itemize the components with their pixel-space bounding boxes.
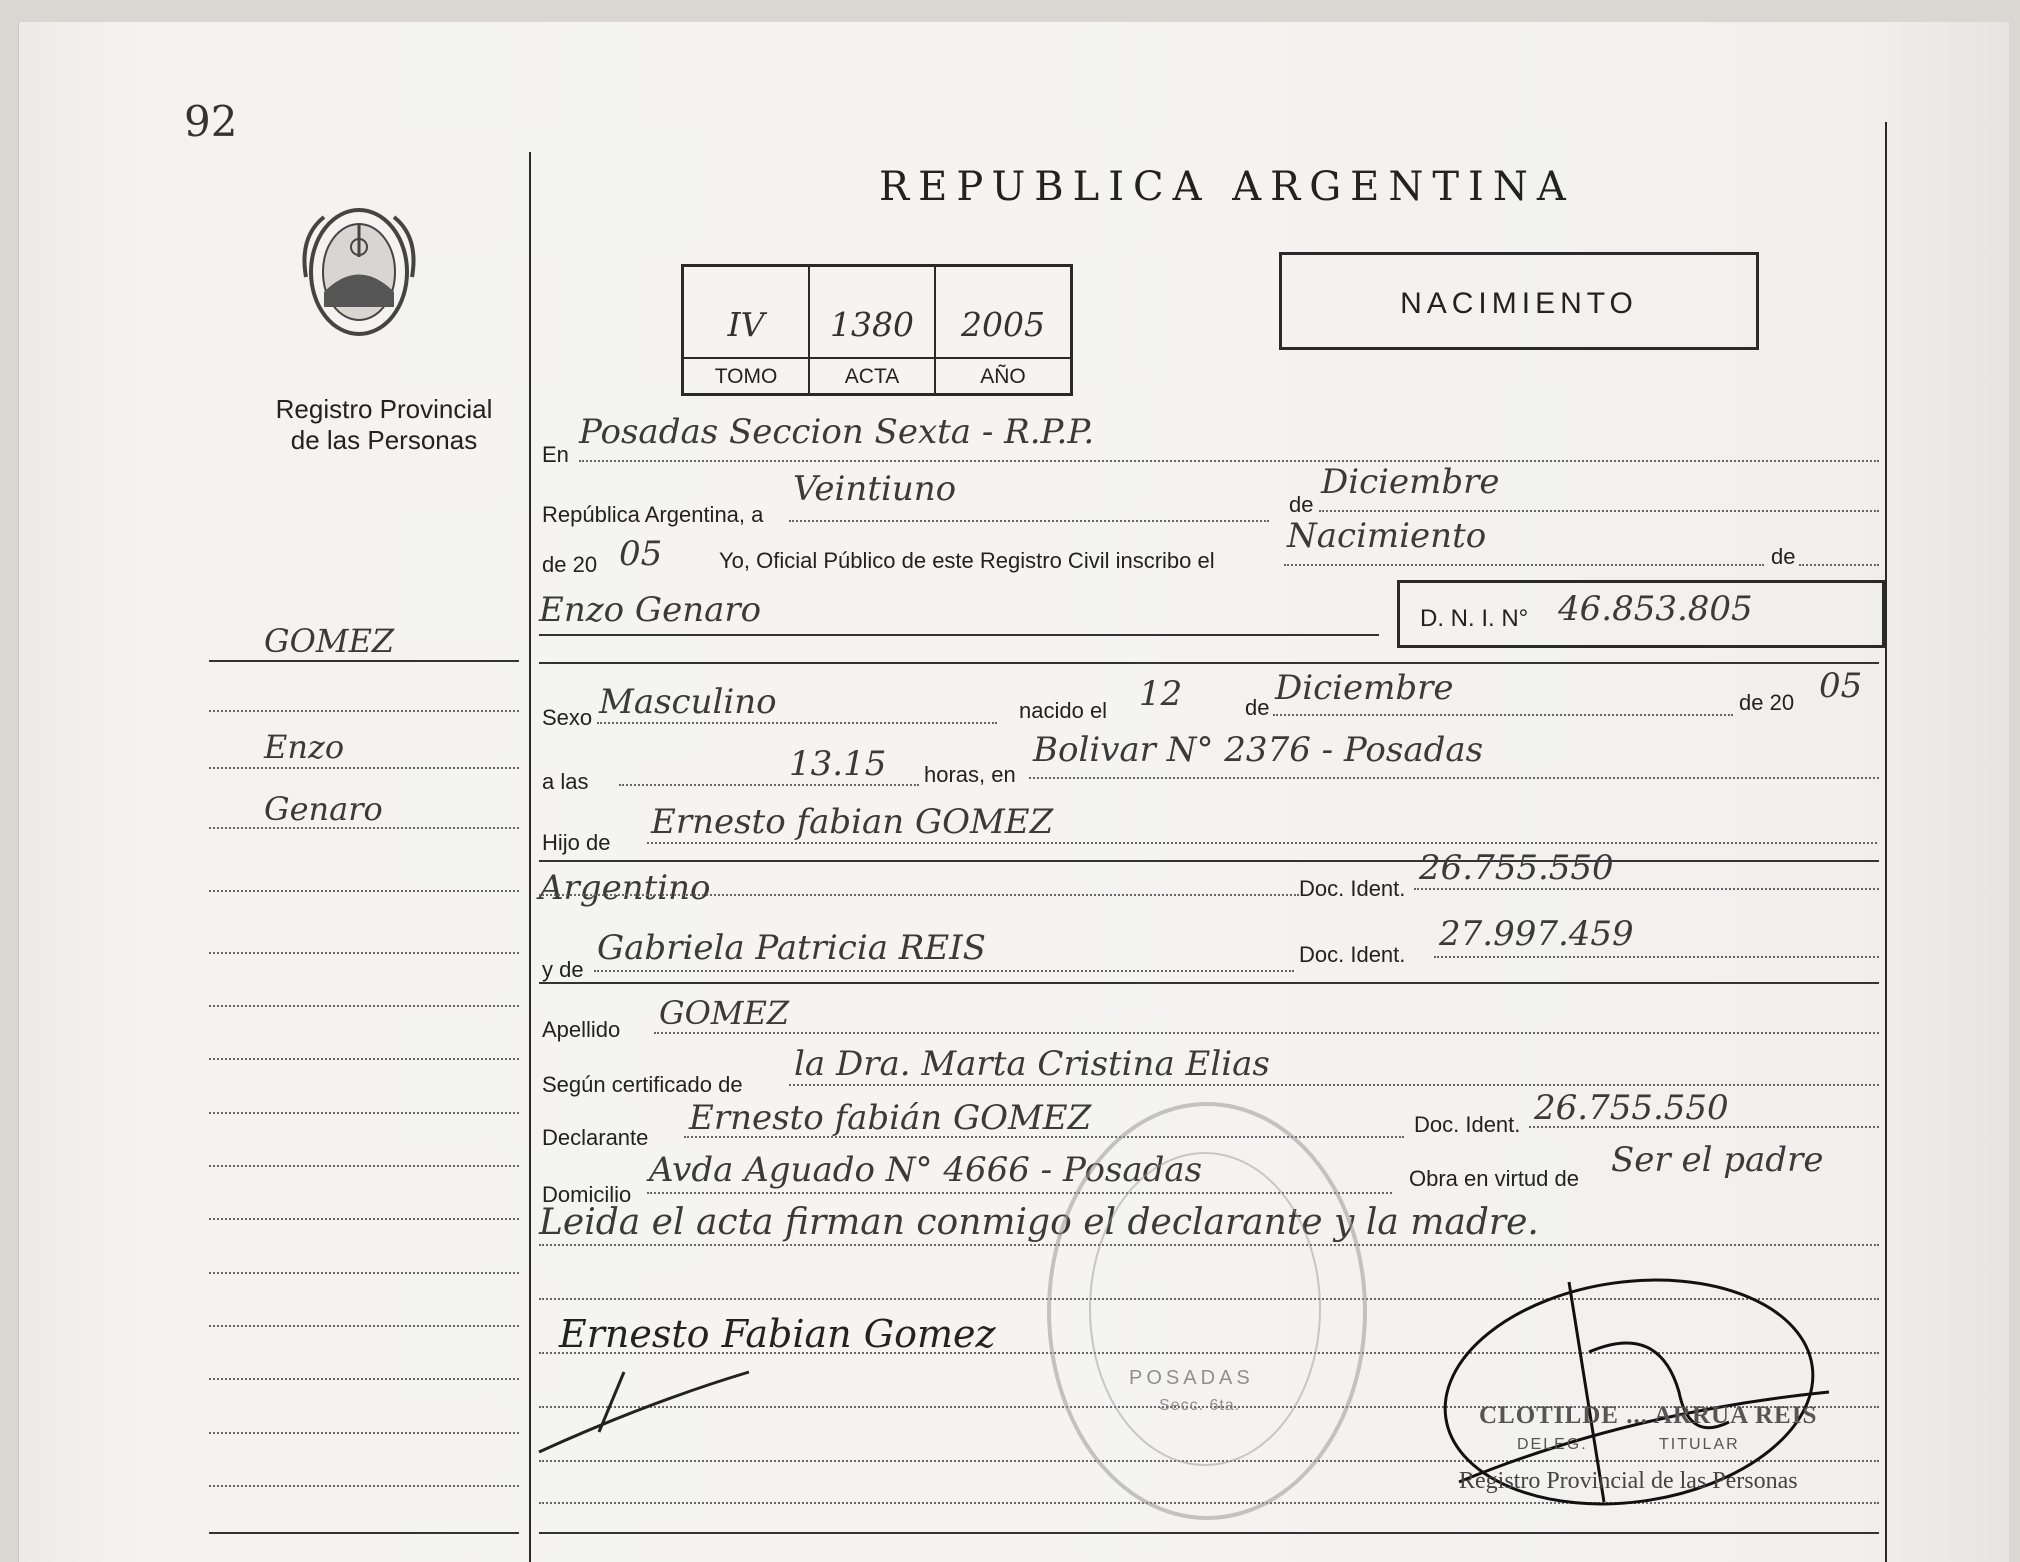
margin-line [209, 827, 519, 829]
sexo-label: Sexo [542, 705, 593, 730]
acta-cell [810, 267, 936, 393]
official-registry: Registro Provincial de las Personas [1459, 1468, 1798, 1494]
margin-surname: GOMEZ [264, 622, 395, 660]
margin-line [209, 1378, 519, 1380]
tomo-cell [684, 267, 810, 393]
obra-virtud: Ser el padre [1611, 1140, 1824, 1180]
alas-label: a las [542, 769, 589, 794]
dni-box [1397, 580, 1885, 648]
form-rule [539, 662, 1879, 664]
margin-line [209, 1058, 519, 1060]
declarante-signature [529, 1292, 1049, 1472]
margin-bottom-rule [209, 1532, 519, 1534]
tomo-label: TOMO [714, 365, 778, 388]
nombre-inscripto: Enzo Genaro [539, 590, 762, 630]
form-rule [539, 860, 1879, 862]
en-label: En [542, 442, 569, 467]
margin-line [209, 1325, 519, 1327]
form-line [789, 520, 1269, 522]
margin-line [209, 1432, 519, 1434]
de20-label: de 20 [542, 552, 598, 577]
margin-line [209, 1005, 519, 1007]
form-line [1273, 714, 1733, 716]
margin-name1: Enzo [264, 728, 345, 766]
form-line [1529, 1126, 1879, 1128]
horas-label: horas, en [924, 762, 1016, 787]
madre-doc: 27.997.459 [1439, 914, 1634, 954]
domicilio-label: Domicilio [542, 1182, 632, 1207]
nac-de-label: de [1245, 695, 1270, 720]
segun-label: Según certificado de [542, 1072, 743, 1097]
certificado-medico: la Dra. Marta Cristina Elias [794, 1044, 1270, 1084]
margin-line [209, 710, 519, 712]
form-line [789, 1084, 1879, 1086]
republica-label: República Argentina, a [542, 502, 764, 527]
declarante-nombre: Ernesto fabián GOMEZ [689, 1098, 1092, 1138]
form-rule [539, 982, 1879, 984]
ano-value: 2005 [961, 305, 1045, 344]
form-rule [539, 634, 1379, 636]
domicilio-value: Avda Aguado N° 4666 - Posadas [649, 1150, 1203, 1190]
margin-line [209, 1272, 519, 1274]
form-line [1799, 564, 1879, 566]
hijo-label: Hijo de [542, 830, 611, 855]
de2-label: de [1771, 544, 1796, 569]
lugar-inscripcion: Posadas Seccion Sexta - R.P.P. [579, 412, 1095, 452]
table-divider [684, 357, 1070, 359]
oficial-label: Yo, Oficial Público de este Registro Civil inscribo el [719, 548, 1215, 573]
madre-doc-label: Doc. Ident. [1299, 942, 1406, 967]
de-label: de [1289, 492, 1314, 517]
margin-line [209, 1218, 519, 1220]
stamp-subtext: Secc. 6ta. [1159, 1397, 1241, 1414]
ano-cell [936, 267, 1070, 393]
form-line [594, 970, 1294, 972]
birth-certificate-page [18, 22, 2009, 1562]
lugar-nacimiento: Bolivar N° 2376 - Posadas [1033, 730, 1484, 770]
registry-name [249, 394, 519, 456]
acta-value: 1380 [830, 305, 914, 344]
form-line [1414, 888, 1879, 890]
margin-line [209, 952, 519, 954]
form-line [647, 842, 1877, 844]
official-role1: DELEG. [1517, 1436, 1588, 1453]
margin-surname-rule [209, 660, 519, 662]
obra-label: Obra en virtud de [1409, 1166, 1579, 1191]
record-type-box [1279, 252, 1759, 350]
nac-ano: 05 [1819, 666, 1863, 706]
form-line [1284, 564, 1764, 566]
apellido-label: Apellido [542, 1017, 621, 1042]
margin-line [209, 1485, 519, 1487]
margin-line [209, 890, 519, 892]
form-line [1434, 956, 1879, 958]
declarante-doc-label: Doc. Ident. [1414, 1112, 1521, 1137]
form-line [654, 1032, 1879, 1034]
registry-line2: de las Personas [290, 425, 478, 455]
dia-texto: Veintiuno [793, 469, 957, 509]
declarante-doc: 26.755.550 [1534, 1088, 1729, 1128]
mes-inscripcion: Diciembre [1321, 462, 1500, 502]
apellido-value: GOMEZ [659, 994, 790, 1032]
padre-nombre: Ernesto fabian GOMEZ [651, 802, 1054, 842]
hora-value: 13.15 [789, 744, 887, 784]
nacido-label: nacido el [1019, 698, 1108, 723]
dni-label: D. N. I. N° [1420, 605, 1529, 632]
padre-doc: 26.755.550 [1419, 848, 1614, 888]
ano-corto: 05 [619, 534, 663, 574]
padre-nacionalidad: Argentino [539, 868, 711, 908]
madre-nombre: Gabriela Patricia REIS [597, 928, 986, 968]
stamp-text: POSADAS [1129, 1367, 1254, 1389]
form-line [597, 722, 997, 724]
registry-line1: Registro Provincial [275, 394, 493, 424]
right-border-rule [1885, 122, 1887, 1562]
acta-label: ACTA [844, 365, 900, 388]
form-line [539, 894, 1299, 896]
misiones-emblem-icon [294, 197, 424, 347]
declarante-label: Declarante [542, 1125, 649, 1150]
margin-line [209, 1165, 519, 1167]
nac-de20-label: de 20 [1739, 690, 1795, 715]
official-stamp-inner [1089, 1152, 1321, 1466]
form-line [1319, 510, 1879, 512]
declarante-signature-text: Ernesto Fabian Gomez [559, 1312, 996, 1356]
inscripcion-tipo: Nacimiento [1287, 516, 1487, 556]
form-bottom-rule [539, 1532, 1879, 1534]
page-number: 92 [184, 97, 238, 146]
record-type: NACIMIENTO [1400, 287, 1638, 320]
leida-nota: Leida el acta firman conmigo el declarante y la madre. [539, 1202, 1539, 1243]
ano-label: AÑO [980, 365, 1026, 388]
yde-label: y de [542, 957, 584, 982]
page-title: REPUBLICA ARGENTINA [879, 164, 1575, 210]
tomo-value: IV [727, 305, 765, 344]
record-number-table [681, 264, 1073, 396]
sexo-value: Masculino [599, 682, 777, 722]
nac-dia: 12 [1139, 674, 1183, 714]
margin-line [209, 1112, 519, 1114]
margin-name2: Genaro [264, 790, 383, 828]
official-name: CLOTILDE ... ARRUA REIS [1479, 1402, 1818, 1429]
signature-flourish-icon [529, 1332, 869, 1462]
margin-line [209, 767, 519, 769]
form-line [1029, 777, 1879, 779]
official-role2: TITULAR [1659, 1436, 1740, 1453]
dni-value: 46.853.805 [1558, 589, 1753, 629]
form-line [619, 784, 919, 786]
form-line [579, 460, 1879, 462]
padre-doc-label: Doc. Ident. [1299, 876, 1406, 901]
nac-mes: Diciembre [1275, 668, 1454, 708]
